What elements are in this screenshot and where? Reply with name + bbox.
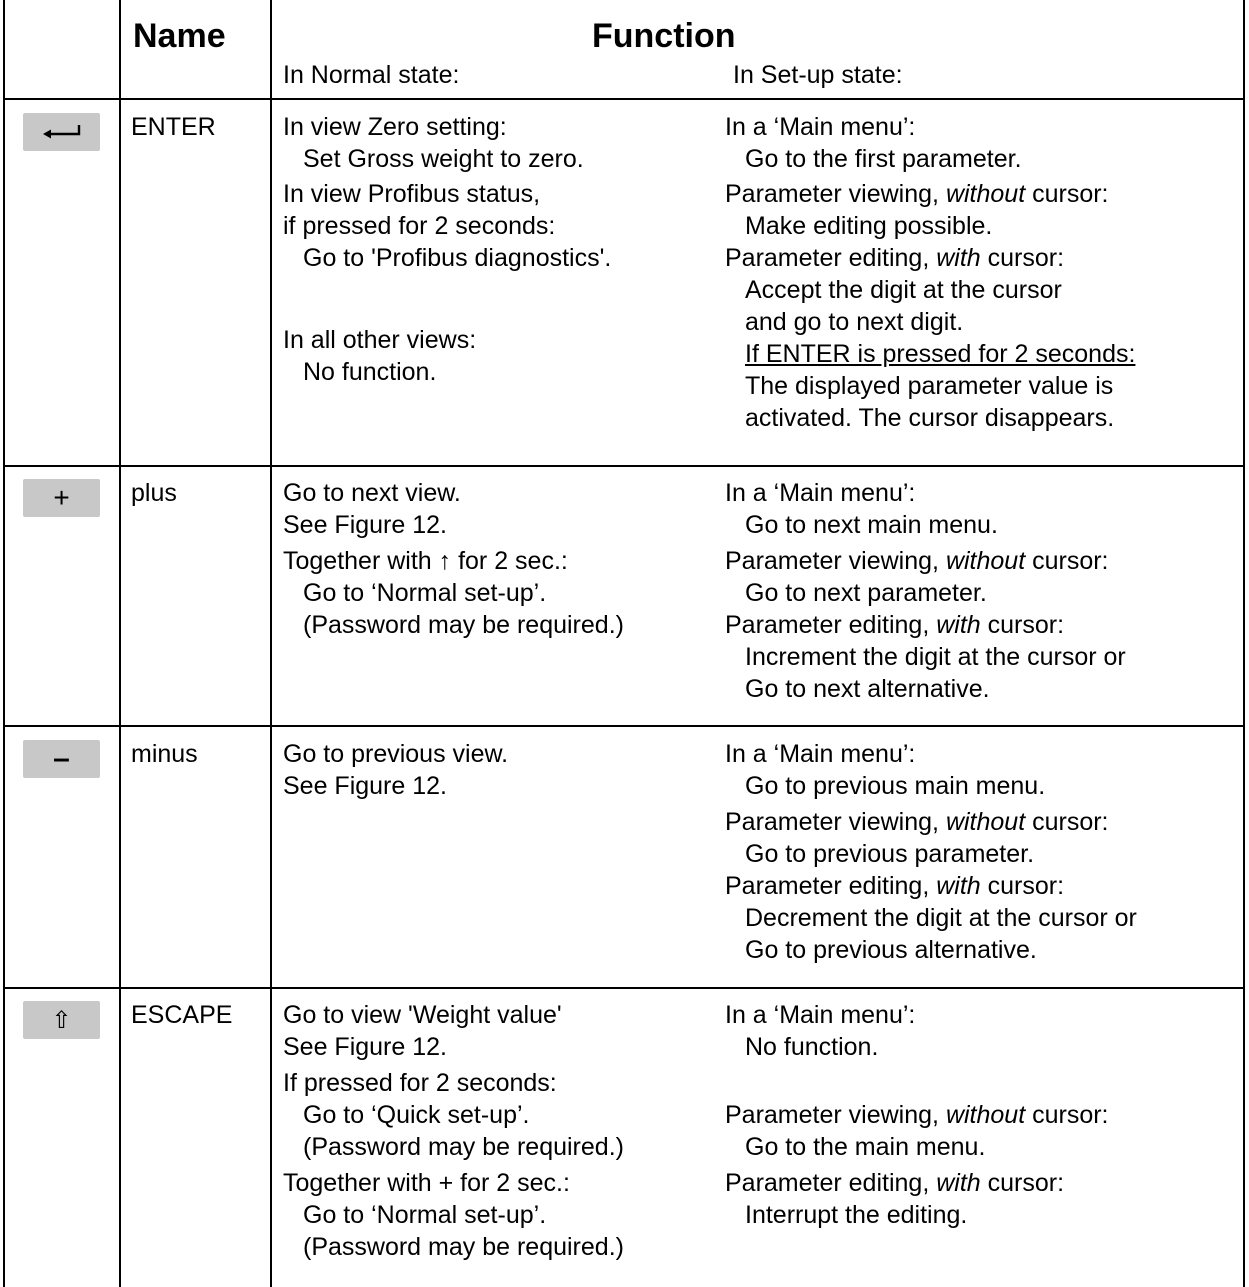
setup-state-description [725,178,1135,434]
text-line: activated. The cursor disappears. [745,404,1115,432]
table-border-left [3,0,5,1287]
table-column-divider [270,0,272,1287]
text-line [725,545,1126,577]
text-fragment: cursor: [1025,808,1109,836]
setup-state-description [725,1099,1109,1163]
text-line [725,609,1126,641]
text-line: Go to next alternative. [745,675,990,703]
minus-icon: – [53,742,70,775]
setup-state-description [725,999,915,1063]
text-fragment: Parameter viewing, [725,180,946,208]
text-line: No function. [303,358,437,386]
text-fragment: cursor: [1025,180,1109,208]
text-fragment: Parameter viewing, [725,547,946,575]
text-line: Interrupt the editing. [745,1201,968,1229]
setup-state-description [725,806,1137,966]
plus-key-button [23,479,100,517]
normal-state-description [283,477,461,541]
text-line: In view Zero setting: [283,113,507,141]
text-line: Go to previous parameter. [745,840,1035,868]
text-fragment: cursor: [980,244,1065,272]
normal-state-subheader: In Normal state: [283,61,460,89]
text-line [725,178,1135,210]
text-line: See Figure 12. [283,1033,447,1061]
table-row-divider [3,987,1245,989]
text-line: See Figure 12. [283,772,447,800]
text-line: and go to next digit. [745,308,964,336]
row-name: plus [131,479,177,507]
text-line: In a ‘Main menu’: [725,479,916,507]
emphasis: without [945,1101,1026,1129]
column-header-name: Name [133,17,226,55]
text-line: Decrement the digit at the cursor or [745,904,1137,932]
text-fragment: cursor: [980,872,1065,900]
text-fragment: Parameter editing, [725,244,937,272]
emphasis: with [936,611,981,639]
text-line: Together with ↑ for 2 sec.: [283,547,568,575]
text-line: (Password may be required.) [303,1133,624,1161]
text-line [725,242,1135,274]
text-line: See Figure 12. [283,511,447,539]
text-line: Accept the digit at the cursor [745,276,1062,304]
text-line: Go to ‘Quick set-up’. [303,1101,530,1129]
table-column-divider [119,0,121,1287]
emphasis: without [945,808,1026,836]
text-fragment: Parameter editing, [725,611,937,639]
text-fragment: cursor: [1025,1101,1109,1129]
emphasis: with [936,872,981,900]
emphasis: without [945,180,1026,208]
table-border-right [1243,0,1245,1287]
text-line [725,870,1137,902]
text-line: if pressed for 2 seconds: [283,212,556,240]
plus-icon: + [53,482,70,513]
text-line [725,806,1137,838]
text-line: Make editing possible. [745,212,993,240]
emphasis: with [936,1169,981,1197]
text-line: Go to 'Profibus diagnostics'. [303,244,612,272]
setup-state-description [725,1167,1064,1231]
text-line: Go to next view. [283,479,461,507]
normal-state-description [283,545,624,641]
setup-state-description [725,738,1045,802]
text-line: Go to the main menu. [745,1133,986,1161]
row-name: ENTER [131,113,216,141]
normal-state-description [283,178,611,274]
enter-icon [41,124,83,140]
text-line: If pressed for 2 seconds: [283,1069,557,1097]
minus-key-button [23,740,100,778]
text-line: Go to next parameter. [745,579,987,607]
text-fragment: Parameter editing, [725,1169,937,1197]
text-line [725,1099,1109,1131]
text-line: In a ‘Main menu’: [725,740,916,768]
text-line: In a ‘Main menu’: [725,1001,916,1029]
table-row-divider [3,98,1245,100]
normal-state-description [283,738,508,802]
column-header-function: Function [592,17,736,55]
text-line: Go to the first parameter. [745,145,1022,173]
setup-state-description [725,111,1022,175]
text-line: Go to ‘Normal set-up’. [303,1201,547,1229]
text-line: Go to next main menu. [745,511,998,539]
escape-key-button [23,1001,100,1039]
enter-key-button [23,113,100,151]
normal-state-description [283,1167,624,1263]
text-line [725,1167,1064,1199]
text-line: In view Profibus status, [283,180,541,208]
text-line: (Password may be required.) [303,611,624,639]
normal-state-description [283,1067,624,1163]
setup-state-subheader: In Set-up state: [733,61,903,89]
text-line: The displayed parameter value is [745,372,1114,400]
text-line: Go to view 'Weight value' [283,1001,562,1029]
text-line: Go to previous view. [283,740,509,768]
text-line: Increment the digit at the cursor or [745,643,1126,671]
row-name: ESCAPE [131,1001,233,1029]
text-fragment: Parameter viewing, [725,808,946,836]
text-line: Set Gross weight to zero. [303,145,584,173]
text-fragment: cursor: [1025,547,1109,575]
text-line: Go to previous alternative. [745,936,1037,964]
emphasis: without [945,547,1026,575]
text-fragment: cursor: [980,1169,1065,1197]
emphasis: with [936,244,981,272]
text-line: (Password may be required.) [303,1233,624,1261]
setup-state-description [725,477,998,541]
normal-state-description [283,999,562,1063]
text-fragment: Parameter editing, [725,872,937,900]
text-line: Go to previous main menu. [745,772,1046,800]
shift-up-arrow-icon: ⇧ [51,1006,72,1034]
normal-state-description [283,111,584,175]
text-line: In a ‘Main menu’: [725,113,916,141]
text-line: No function. [745,1033,879,1061]
normal-state-description [283,324,476,388]
text-fragment: Parameter viewing, [725,1101,946,1129]
text-line: Go to ‘Normal set-up’. [303,579,547,607]
text-fragment: cursor: [980,611,1065,639]
table-row-divider [3,725,1245,727]
text-line: In all other views: [283,326,477,354]
text-line-underlined: If ENTER is pressed for 2 seconds: [745,340,1136,368]
text-line: Together with + for 2 sec.: [283,1169,570,1197]
table-row-divider [3,465,1245,467]
setup-state-description [725,545,1126,705]
row-name: minus [131,740,198,768]
